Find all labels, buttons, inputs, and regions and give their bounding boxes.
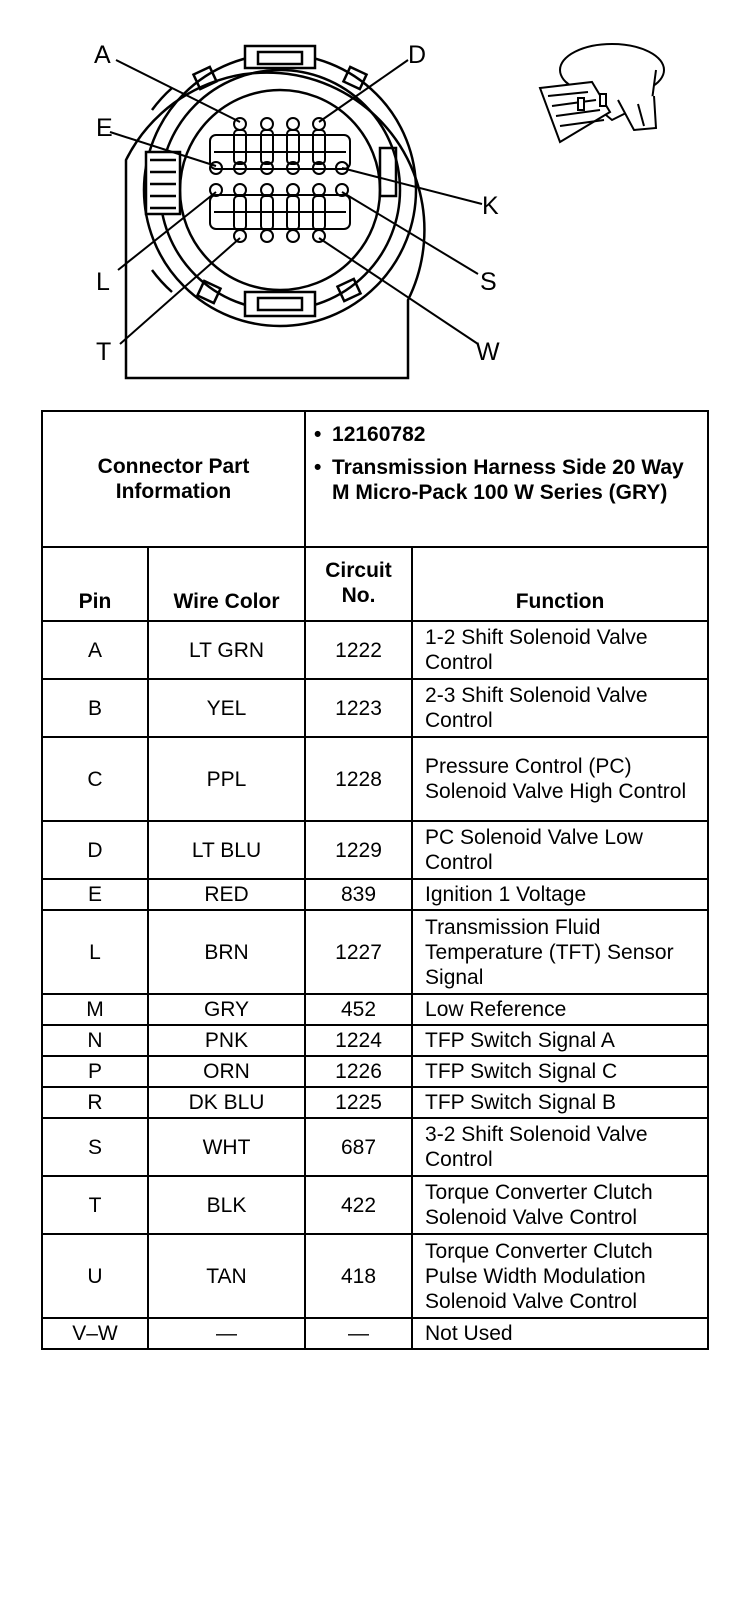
table-row bbox=[42, 1118, 708, 1176]
function-cell: Pressure Control (PC) Solenoid Valve High Control bbox=[412, 737, 708, 821]
header-function: Function bbox=[412, 547, 708, 621]
function-cell: 1-2 Shift Solenoid Valve Control bbox=[412, 621, 708, 679]
pin-cell: R bbox=[42, 1087, 148, 1118]
table-row bbox=[42, 1318, 708, 1349]
pin-cell: L bbox=[42, 910, 148, 994]
wire-color-cell: GRY bbox=[148, 994, 305, 1025]
pin-cell: C bbox=[42, 737, 148, 821]
connector-info-details bbox=[305, 411, 708, 547]
circuit-cell: 839 bbox=[305, 879, 412, 910]
pin-cell: N bbox=[42, 1025, 148, 1056]
connector-diagram bbox=[0, 0, 752, 400]
table-row bbox=[42, 737, 708, 821]
connector-info-label: Connector Part Information bbox=[42, 411, 305, 547]
wire-color-cell: TAN bbox=[148, 1234, 305, 1318]
label-pin-k: K bbox=[482, 192, 499, 220]
table-row bbox=[42, 821, 708, 879]
function-cell: PC Solenoid Valve Low Control bbox=[412, 821, 708, 879]
table-row bbox=[42, 879, 708, 910]
table-row bbox=[42, 1087, 708, 1118]
circuit-cell: 452 bbox=[305, 994, 412, 1025]
function-cell: TFP Switch Signal A bbox=[412, 1025, 708, 1056]
circuit-cell: 1222 bbox=[305, 621, 412, 679]
pin-cell: A bbox=[42, 621, 148, 679]
pin-cell: T bbox=[42, 1176, 148, 1234]
pin-cell: P bbox=[42, 1056, 148, 1087]
circuit-cell: 1229 bbox=[305, 821, 412, 879]
header-wire-color: Wire Color bbox=[148, 547, 305, 621]
label-pin-l: L bbox=[96, 268, 110, 296]
wire-color-cell: — bbox=[148, 1318, 305, 1349]
circuit-cell: 1228 bbox=[305, 737, 412, 821]
connector-description: • Transmission Harness Side 20 Way M Micro-Pack 100 W Series (GRY) bbox=[312, 455, 701, 505]
table-row bbox=[42, 679, 708, 737]
pin-cell: V–W bbox=[42, 1318, 148, 1349]
function-cell: Low Reference bbox=[412, 994, 708, 1025]
wire-color-cell: LT GRN bbox=[148, 621, 305, 679]
label-pin-d: D bbox=[408, 41, 427, 69]
wire-color-cell: RED bbox=[148, 879, 305, 910]
table-header-row bbox=[42, 547, 708, 621]
label-pin-a: A bbox=[94, 41, 111, 69]
circuit-cell: 1223 bbox=[305, 679, 412, 737]
wire-color-cell: LT BLU bbox=[148, 821, 305, 879]
table-row bbox=[42, 1056, 708, 1087]
pin-cell: E bbox=[42, 879, 148, 910]
table-row bbox=[42, 910, 708, 994]
circuit-cell: 1227 bbox=[305, 910, 412, 994]
wire-color-cell: ORN bbox=[148, 1056, 305, 1087]
circuit-cell: 418 bbox=[305, 1234, 412, 1318]
header-circuit-no: Circuit No. bbox=[305, 547, 412, 621]
circuit-cell: 687 bbox=[305, 1118, 412, 1176]
wire-color-cell: BRN bbox=[148, 910, 305, 994]
table-row bbox=[42, 1234, 708, 1318]
connector-side-view-icon bbox=[540, 44, 664, 142]
function-cell: 3-2 Shift Solenoid Valve Control bbox=[412, 1118, 708, 1176]
label-pin-s: S bbox=[480, 268, 497, 296]
connector-pinout-table bbox=[41, 410, 709, 1350]
wire-color-cell: WHT bbox=[148, 1118, 305, 1176]
label-pin-t: T bbox=[96, 338, 112, 366]
function-cell: Not Used bbox=[412, 1318, 708, 1349]
circuit-cell: 1226 bbox=[305, 1056, 412, 1087]
function-cell: TFP Switch Signal C bbox=[412, 1056, 708, 1087]
table-row bbox=[42, 621, 708, 679]
wire-color-cell: PPL bbox=[148, 737, 305, 821]
wire-color-cell: BLK bbox=[148, 1176, 305, 1234]
function-cell: Torque Converter Clutch Solenoid Valve Control bbox=[412, 1176, 708, 1234]
pin-cell: D bbox=[42, 821, 148, 879]
table-row bbox=[42, 1176, 708, 1234]
table-row bbox=[42, 1025, 708, 1056]
function-cell: Torque Converter Clutch Pulse Width Modulation Solenoid Valve Control bbox=[412, 1234, 708, 1318]
circuit-cell: 422 bbox=[305, 1176, 412, 1234]
function-cell: Transmission Fluid Temperature (TFT) Sensor Signal bbox=[412, 910, 708, 994]
pin-cell: B bbox=[42, 679, 148, 737]
circuit-cell: 1225 bbox=[305, 1087, 412, 1118]
wire-color-cell: DK BLU bbox=[148, 1087, 305, 1118]
header-pin: Pin bbox=[42, 547, 148, 621]
pin-cell: S bbox=[42, 1118, 148, 1176]
wire-color-cell: YEL bbox=[148, 679, 305, 737]
circuit-cell: — bbox=[305, 1318, 412, 1349]
part-number: • 12160782 bbox=[312, 422, 701, 447]
connector-info-row bbox=[42, 411, 708, 547]
wire-color-cell: PNK bbox=[148, 1025, 305, 1056]
function-cell: 2-3 Shift Solenoid Valve Control bbox=[412, 679, 708, 737]
table-row bbox=[42, 994, 708, 1025]
function-cell: TFP Switch Signal B bbox=[412, 1087, 708, 1118]
function-cell: Ignition 1 Voltage bbox=[412, 879, 708, 910]
pin-cell: M bbox=[42, 994, 148, 1025]
label-pin-e: E bbox=[96, 114, 113, 142]
pin-cell: U bbox=[42, 1234, 148, 1318]
label-pin-w: W bbox=[476, 338, 500, 366]
circuit-cell: 1224 bbox=[305, 1025, 412, 1056]
